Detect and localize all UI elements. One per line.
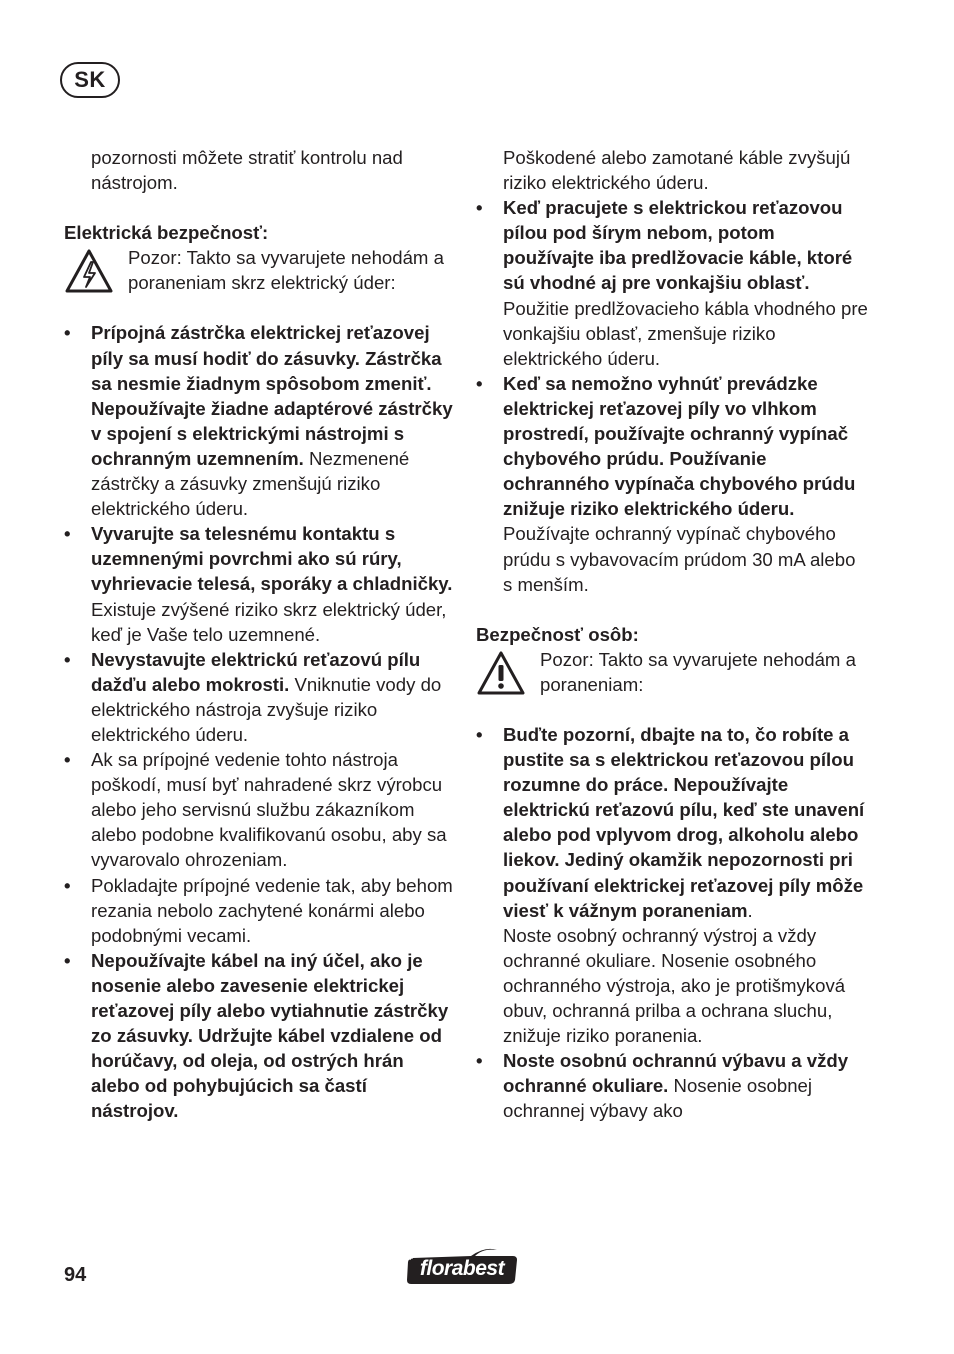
- list-item: [64, 747, 456, 872]
- list-item: [64, 521, 456, 646]
- list-item: [476, 371, 868, 597]
- right-column: [476, 145, 868, 1123]
- list-item: [64, 320, 456, 521]
- bullet-text: Ak sa prípojné vedenie tohto nástroja poškodí, musí byť nahradené skrz výrobcu alebo jeho servisnú službu zákazníkom alebo podobne kvalifikovanú osobu, aby sa vyvarovalo ohrozeniam.: [91, 749, 447, 871]
- bullet-text: Používajte ochranný vypínač chybového prúdu s vybavovacím prúdom 30 mA alebo s menším.: [503, 523, 856, 595]
- bullet-bold-text: Prípojná zástrčka elektrickej reťazovej píly sa musí hodiť do zásuvky. Zástrčka sa nesmie žiadnym spôsobom zmeniť. Nepoužívajte žiadne adaptérové zástrčky v spojení s elektrickými nástrojmi s ochranným uzemnením.: [91, 322, 453, 469]
- bullet-text: Použitie predlžovacieho kábla vhodného pre vonkajšiu oblasť, zmenšuje riziko elektrického úderu.: [503, 297, 868, 369]
- warning-icon: [476, 650, 526, 696]
- bullet-text: Existuje zvýšené riziko skrz elektrický úder, keď je Vaše telo uzemnené.: [91, 598, 447, 645]
- list-item: [476, 195, 868, 371]
- logo-text: florabest: [419, 1257, 505, 1280]
- warning-text: Pozor: Takto sa vyvarujete nehodám a poraneniam:: [540, 648, 856, 695]
- list-item: [476, 722, 868, 1048]
- list-item: [64, 873, 456, 948]
- continuation-text: pozornosti môžete stratiť kontrolu nad nástrojom.: [91, 147, 403, 194]
- bullet-text: Vniknutie vody do elektrického nástroja zvyšuje riziko elektrického úderu.: [91, 673, 442, 745]
- personal-warning: [476, 647, 868, 697]
- section-heading-electrical: Elektrická bezpečnosť:: [64, 222, 269, 244]
- bullet-bold-text: Nepoužívajte kábel na iný účel, ako je nosenie alebo zavesenie elektrickej reťazovej píly alebo vytiahnutie zástrčky zo zásuvky. Udržujte kábel vzdialene od horúčavy, od oleja, od ostrých hrán alebo od pohybujúcich sa častí nástrojov.: [91, 949, 449, 1122]
- bullet-bold-text: Keď sa nemožno vyhnúť prevádzke elektrickej reťazovej píly vo vlhkom prostredí, používajte ochranný vypínač chybového prúdu. Používanie ochranného vypínača chybového prúdu znižuje riziko elektrického úderu.: [503, 372, 856, 520]
- bullet-bold-text: Buďte pozorní, dbajte na to, čo robíte a pustite sa s elektrickou reťazovou pílou rozumne do práce. Nepoužívajte elektrickú reťazovú pílu, keď ste unavení alebo pod vplyvom drog, alkoholu alebo liekov. Jediný okamžik nepozornosti pri používaní elektrickej reťazovej píly môže viesť k vážnym poraneniam: [503, 723, 865, 921]
- bullet-text: .: [747, 899, 753, 921]
- warning-text: Pozor: Takto sa vyvarujete nehodám a poraneniam skrz elektrický úder:: [128, 247, 444, 294]
- list-item: [64, 948, 456, 1124]
- bullet-text: Nezmenené zástrčky a zásuvky zmenšujú riziko elektrického úderu.: [91, 447, 410, 520]
- florabest-logo: [405, 1248, 519, 1288]
- continuation-text: Poškodené alebo zamotané káble zvyšujú riziko elektrického úderu.: [503, 147, 851, 194]
- bullet-bold-text: Noste osobnú ochrannú výbavu a vždy ochranné okuliare.: [503, 1050, 849, 1097]
- section-heading-personal: Bezpečnosť osôb:: [476, 623, 639, 645]
- bullet-bold-text: Vyvarujte sa telesnému kontaktu s uzemnenými povrchmi ako sú rúry, vyhrievacie telesá, sporáky a chladničky.: [91, 523, 453, 595]
- left-column: [64, 145, 456, 1123]
- bullet-text: Nosenie osobnej ochrannej výbavy ako: [503, 1075, 813, 1122]
- list-item: [64, 647, 456, 747]
- page-number: 94: [64, 1264, 87, 1286]
- bullet-extra-text: Noste osobný ochranný výstroj a vždy ochranné okuliare. Nosenie osobného ochranného výstroja, ako je protišmyková obuv, ochranná prilba a ochrana sluchu, znižuje riziko poranenia.: [503, 924, 846, 1047]
- bullet-text: Pokladajte prípojné vedenie tak, aby behom rezania nebolo zachytené konármi alebo podobnými vecami.: [91, 874, 453, 946]
- language-badge: [60, 62, 120, 98]
- list-item: [476, 1048, 868, 1123]
- language-code: SK: [74, 67, 106, 92]
- bullet-bold-text: Nevystavujte elektrickú reťazovú pílu dažďu alebo mokrosti.: [91, 648, 421, 695]
- electrical-warning: [64, 245, 456, 295]
- electric-hazard-icon: [64, 248, 114, 294]
- bullet-bold-text: Keď pracujete s elektrickou reťazovou pílou pod šírym nebom, potom používajte iba predlžovacie káble, ktoré sú vhodné aj pre vonkajšiu oblasť.: [503, 197, 853, 294]
